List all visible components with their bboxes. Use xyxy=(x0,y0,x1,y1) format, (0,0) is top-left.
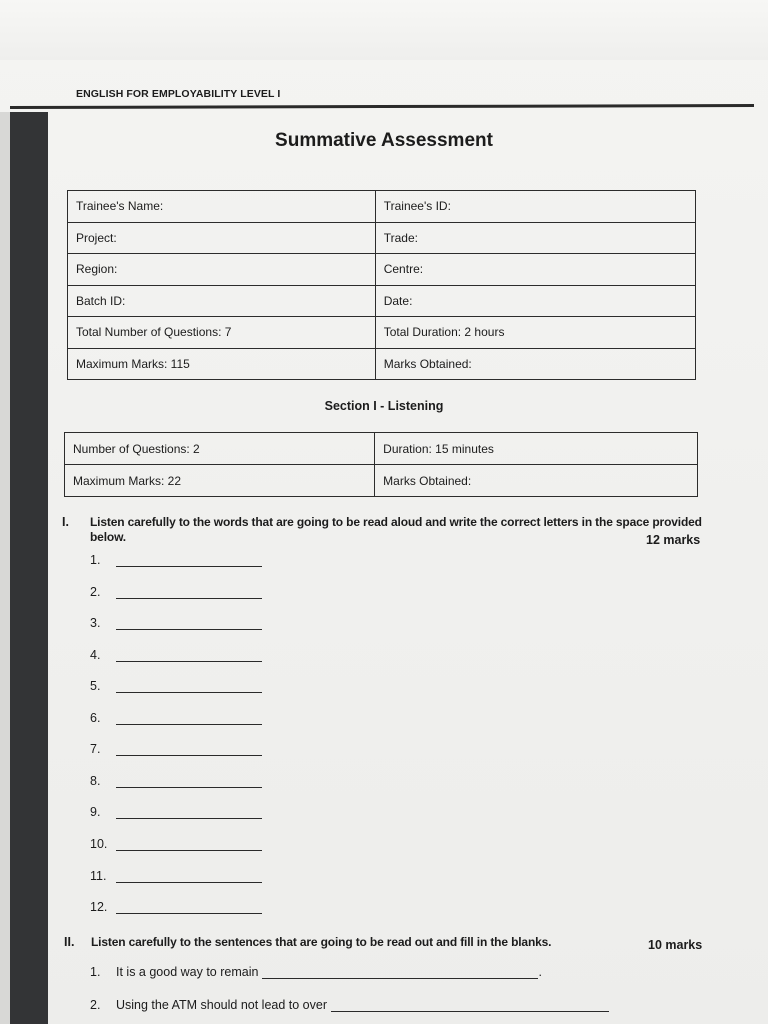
table-row xyxy=(68,191,696,223)
cell-section-max-marks: Maximum Marks: 22 xyxy=(65,465,375,497)
answer-blank[interactable] xyxy=(116,870,262,883)
answer-blank[interactable] xyxy=(116,554,262,567)
table-row xyxy=(68,222,696,254)
answer-number: 2. xyxy=(90,585,101,599)
course-header: ENGLISH FOR EMPLOYABILITY LEVEL I xyxy=(76,88,281,100)
cell-section-marks-obtained: Marks Obtained: xyxy=(375,465,698,497)
sentence-blank[interactable] xyxy=(331,999,609,1012)
question-text-line2: below. xyxy=(90,530,126,544)
table-row xyxy=(68,348,696,380)
answer-row xyxy=(90,900,262,914)
answer-number: 3. xyxy=(90,616,101,630)
answer-row xyxy=(90,742,262,756)
cell-project: Project: xyxy=(68,222,376,254)
question-number: I. xyxy=(62,515,69,529)
cell-centre: Centre: xyxy=(375,254,695,286)
table-row xyxy=(68,254,696,286)
cell-batch-id: Batch ID: xyxy=(68,285,376,317)
answer-blank[interactable] xyxy=(116,586,262,599)
answer-blank[interactable] xyxy=(116,901,262,914)
section-info-table xyxy=(64,432,698,497)
answer-number: 10. xyxy=(90,837,108,851)
question-text xyxy=(90,515,710,545)
answer-row xyxy=(90,585,262,599)
question-number: II. xyxy=(64,935,75,949)
question-text-line1: Listen carefully to the words that are going to be read aloud and write the correct letters in the space provided xyxy=(90,515,702,529)
cell-trade: Trade: xyxy=(375,222,695,254)
answer-blank[interactable] xyxy=(116,617,262,630)
answer-row xyxy=(90,711,262,725)
answer-number: 7. xyxy=(90,742,101,756)
cell-section-duration: Duration: 15 minutes xyxy=(375,433,698,465)
sentence-blank[interactable] xyxy=(262,966,538,979)
sentence-number: 1. xyxy=(90,965,101,979)
answer-row xyxy=(90,679,262,693)
section-title: Section I - Listening xyxy=(324,399,444,413)
cell-total-questions: Total Number of Questions: 7 xyxy=(68,317,376,349)
table-row xyxy=(65,433,698,465)
table-row xyxy=(68,285,696,317)
answer-number: 11. xyxy=(90,869,107,883)
answer-row xyxy=(90,837,262,851)
sentence-number: 2. xyxy=(90,998,101,1012)
answer-blank[interactable] xyxy=(116,775,262,788)
page-top-edge xyxy=(0,0,768,60)
answer-row xyxy=(90,553,262,567)
cell-trainee-name: Trainee's Name: xyxy=(68,191,376,223)
cell-marks-obtained: Marks Obtained: xyxy=(375,348,695,380)
question-text: Listen carefully to the sentences that are going to be read out and fill in the blanks. xyxy=(91,935,552,949)
trainee-info-table xyxy=(67,190,696,380)
question-marks: 10 marks xyxy=(648,938,703,952)
cell-total-duration: Total Duration: 2 hours xyxy=(375,317,695,349)
sentence-text: It is a good way to remain xyxy=(116,965,259,979)
cell-date: Date: xyxy=(375,285,695,317)
answer-number: 1. xyxy=(90,553,101,567)
answer-blank[interactable] xyxy=(116,649,262,662)
answer-row xyxy=(90,805,262,819)
cell-trainee-id: Trainee's ID: xyxy=(375,191,695,223)
answer-row xyxy=(90,774,262,788)
answer-number: 9. xyxy=(90,805,101,819)
answer-blank[interactable] xyxy=(116,743,262,756)
answer-row xyxy=(90,616,262,630)
cell-region: Region: xyxy=(68,254,376,286)
answer-blank[interactable] xyxy=(116,680,262,693)
answer-number: 12. xyxy=(90,900,108,914)
answer-number: 6. xyxy=(90,711,101,725)
answer-blank[interactable] xyxy=(116,712,262,725)
answer-blank[interactable] xyxy=(116,838,262,851)
sentence-row xyxy=(90,965,542,979)
answer-number: 8. xyxy=(90,774,101,788)
answer-row xyxy=(90,648,262,662)
header-rule xyxy=(10,104,754,109)
sentence-row xyxy=(90,998,609,1012)
binding-strip xyxy=(10,112,48,1024)
answer-row xyxy=(90,869,262,883)
answer-number: 5. xyxy=(90,679,101,693)
answer-blank[interactable] xyxy=(116,806,262,819)
sentence-text: Using the ATM should not lead to over xyxy=(116,998,327,1012)
page-title: Summative Assessment xyxy=(275,130,493,151)
binding-strip-light xyxy=(0,112,10,1024)
sentence-end: . xyxy=(538,965,542,979)
table-row xyxy=(65,465,698,497)
question-marks: 12 marks xyxy=(646,533,701,547)
answer-number: 4. xyxy=(90,648,101,662)
cell-maximum-marks: Maximum Marks: 115 xyxy=(68,348,376,380)
table-row xyxy=(68,317,696,349)
cell-section-questions: Number of Questions: 2 xyxy=(65,433,375,465)
